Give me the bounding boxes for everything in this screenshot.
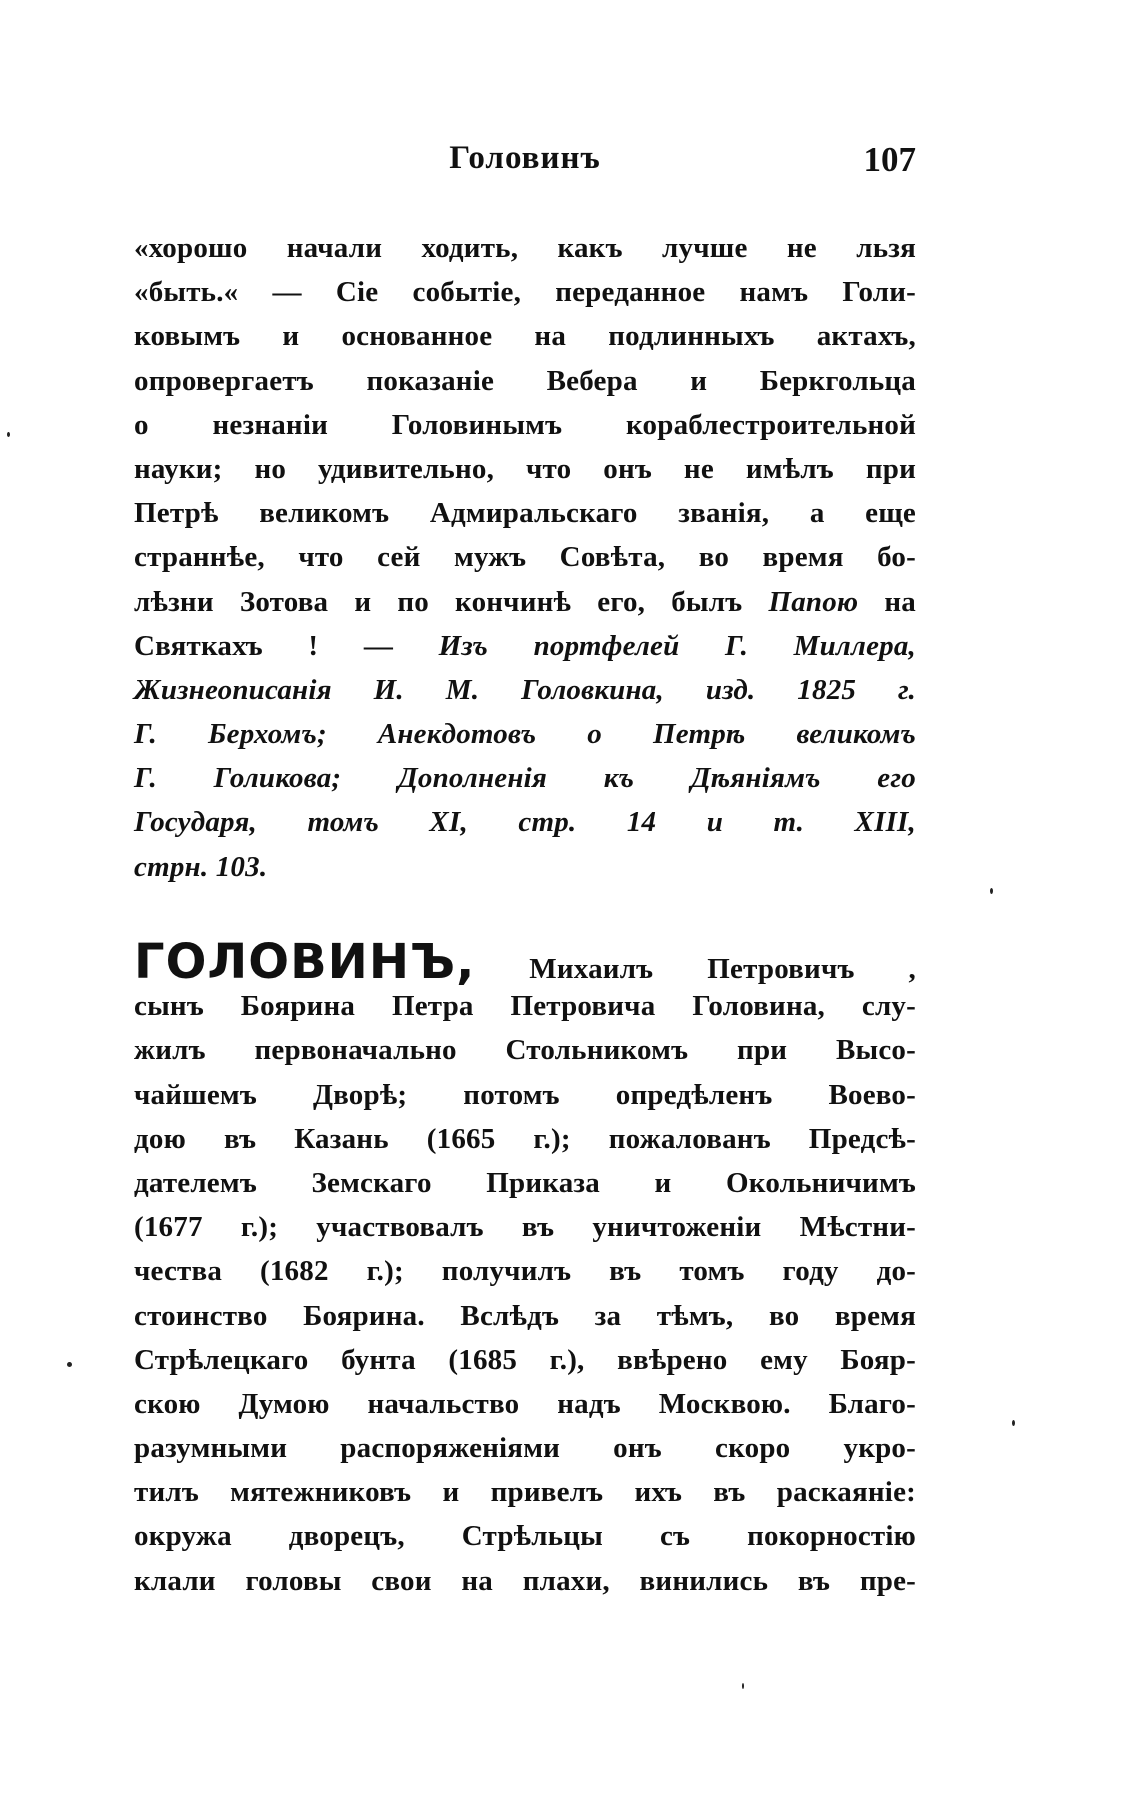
running-title: Головинъ xyxy=(449,140,601,176)
text-fragment: лѣзни Зотова и по кончинѣ его, былъ xyxy=(134,585,743,618)
text-line-mixed xyxy=(134,624,916,668)
running-head xyxy=(134,140,916,190)
text-line: ковымъ и основанное на подлинныхъ актахъ, xyxy=(134,320,916,353)
text-line: сынъ Боярина Петра Петровича Головина, слу- xyxy=(134,990,916,1023)
text-line: (1677 г.); участвовалъ въ уничтоженіи Мѣстни- xyxy=(134,1211,916,1244)
text-line: науки; но удивительно, что онъ не имѣлъ при xyxy=(134,452,916,485)
text-line: дателемъ Земскаго Приказа и Окольничимъ xyxy=(134,1166,916,1199)
text-line: чества (1682 г.); получилъ въ томъ году до- xyxy=(134,1255,916,1288)
text-fragment: на xyxy=(884,585,916,618)
source-citation: стрн. 103. xyxy=(134,850,268,883)
text-line: опровергаетъ показаніе Вебера и Беркгольца xyxy=(134,364,916,397)
source-citation: Изъ портфелей Г. Миллера, xyxy=(438,629,916,662)
source-citation: Государя, томъ XI, стр. 14 и т. XIII, xyxy=(134,806,916,839)
text-line: дою въ Казань (1665 г.); пожалованъ Предсѣ- xyxy=(134,1122,916,1155)
print-speck xyxy=(742,1683,744,1689)
text-line: страннѣе, что сей мужъ Совѣта, во время бо- xyxy=(134,541,916,574)
entry-headword: ГОЛОВИНЪ, xyxy=(134,934,476,990)
text-line-mixed xyxy=(134,580,916,624)
entry-first-line xyxy=(134,934,917,990)
text-line: жилъ первоначально Стольникомъ при Высо- xyxy=(134,1034,916,1067)
text-line: Стрѣлецкаго бунта (1685 г.), ввѣрено ему Бояр- xyxy=(134,1343,916,1376)
entry-name: Михаилъ Петровичъ , xyxy=(529,953,917,985)
text-line: тилъ мятежниковъ и привелъ ихъ въ раскаяніе: xyxy=(134,1476,916,1509)
text-line: чайшемъ Дворѣ; потомъ опредѣленъ Воево- xyxy=(134,1078,916,1111)
source-citation: Г. Голикова; Дополненія къ Дѣяніямъ его xyxy=(134,762,916,795)
source-citation: Г. Берхомъ; Анекдотовъ о Петрѣ великомъ xyxy=(134,718,916,751)
text-line: «хорошо начали ходить, какъ лучше не льзя xyxy=(134,232,916,264)
text-fragment: Святкахъ ! xyxy=(134,629,319,662)
italic-word: Папою xyxy=(768,585,859,618)
text-line: Петрѣ великомъ Адмиральскаго званія, а еще xyxy=(134,497,916,530)
entry-golovin-mikhail xyxy=(134,934,917,1603)
print-speck xyxy=(1012,1420,1015,1426)
print-speck xyxy=(7,432,10,437)
text-line: разумными распоряженіями онъ скоро укро- xyxy=(134,1432,916,1465)
source-citation: Жизнеописанія И. М. Головкина, изд. 1825 г. xyxy=(134,673,916,706)
text-line: скою Думою начальство надъ Москвою. Благо- xyxy=(134,1387,916,1420)
text-line: «быть.« — Сіе событіе, переданное намъ Голи- xyxy=(134,276,916,309)
text-line: о незнаніи Головинымъ кораблестроительной xyxy=(134,408,916,441)
print-speck xyxy=(990,888,993,894)
text-line: клали головы свои на плахи, винились въ пре- xyxy=(134,1564,916,1597)
page-number: 107 xyxy=(863,140,916,179)
print-speck xyxy=(67,1362,72,1367)
text-line: окружа дворецъ, Стрѣльцы съ покорностію xyxy=(134,1520,916,1553)
entry-continuation xyxy=(134,226,916,889)
em-dash: — xyxy=(363,629,394,662)
text-line: стоинство Боярина. Вслѣдъ за тѣмъ, во время xyxy=(134,1299,916,1332)
